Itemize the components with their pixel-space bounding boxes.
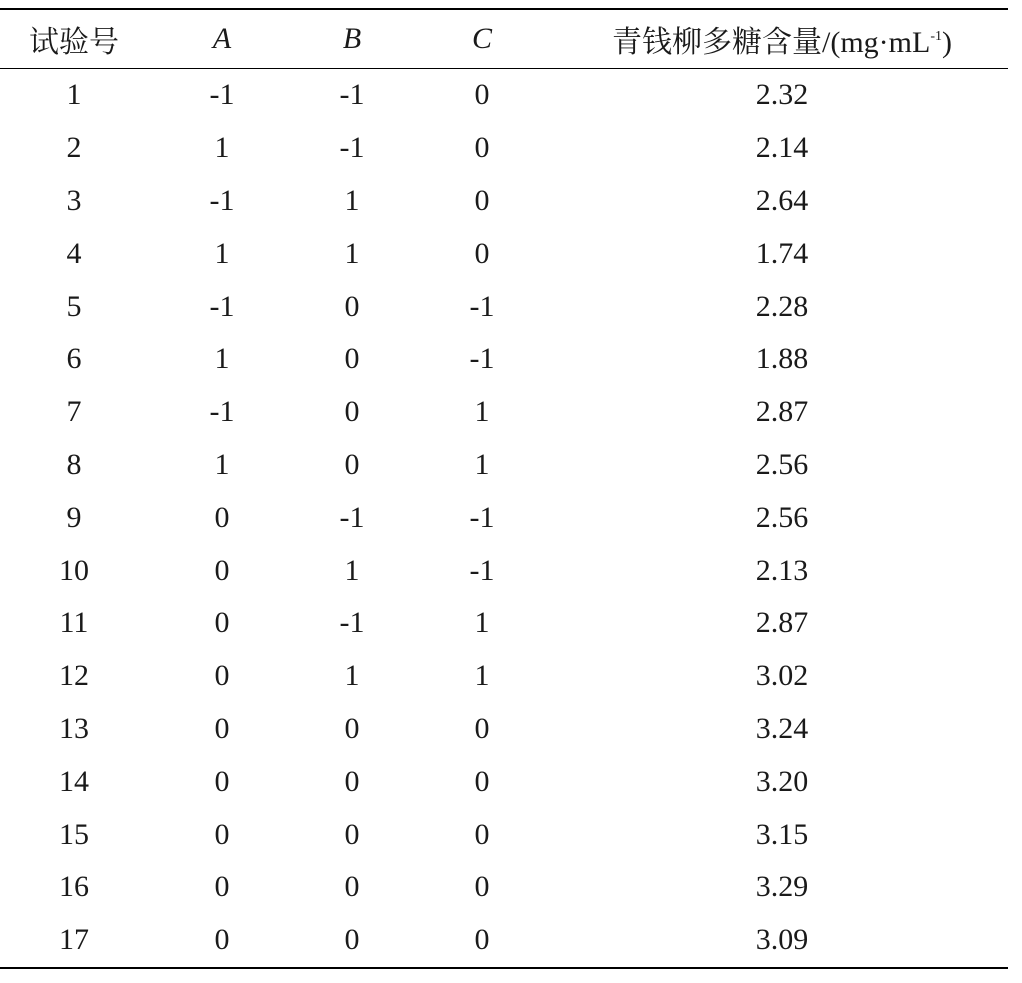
factor-a-cell: 1 — [214, 131, 230, 165]
table-header — [0, 9, 1008, 69]
table-row — [0, 175, 1008, 228]
polysaccharide-content-cell: 2.56 — [755, 447, 809, 481]
factor-c-cell: 0 — [474, 923, 490, 957]
trial-number-cell: 12 — [59, 659, 89, 693]
table-row — [0, 227, 1008, 280]
polysaccharide-content-cell: 2.14 — [755, 131, 809, 165]
factor-b-cell: -1 — [339, 131, 365, 165]
trial-number-cell: 8 — [66, 447, 82, 481]
data-table-container — [0, 8, 1008, 969]
trial-number-cell: 1 — [66, 78, 82, 112]
factor-c-cell: 0 — [474, 817, 490, 851]
factor-a-cell: 0 — [214, 711, 230, 745]
trial-number-cell: 5 — [66, 289, 82, 323]
table-row — [0, 122, 1008, 175]
factor-b-cell: 0 — [344, 711, 360, 745]
factor-c-cell: 0 — [474, 131, 490, 165]
trial-number-cell: 6 — [66, 342, 82, 376]
trial-number-cell: 11 — [59, 606, 89, 640]
factor-a-cell: 1 — [214, 236, 230, 270]
polysaccharide-content-cell: 3.15 — [755, 817, 809, 851]
table-row — [0, 597, 1008, 650]
factor-b-cell: 1 — [344, 659, 360, 693]
factor-c-cell: -1 — [469, 500, 495, 534]
factor-b-cell: 0 — [344, 395, 360, 429]
factor-a-cell: 0 — [214, 923, 230, 957]
trial-number-cell: 7 — [66, 395, 82, 429]
table-row — [0, 544, 1008, 597]
factor-b-cell: 0 — [344, 870, 360, 904]
table-row — [0, 69, 1008, 122]
factor-c-cell: 0 — [474, 183, 490, 217]
factor-b-cell: 1 — [344, 553, 360, 587]
polysaccharide-content-cell: 3.24 — [755, 711, 809, 745]
trial-number-cell: 10 — [59, 553, 89, 587]
header-polysaccharide-content — [556, 9, 1008, 69]
factor-c-cell: 0 — [474, 711, 490, 745]
trial-number-cell: 15 — [59, 817, 89, 851]
table-row — [0, 650, 1008, 703]
trial-number-cell: 4 — [66, 236, 82, 270]
trial-number-cell: 17 — [59, 923, 89, 957]
factor-a-cell: 0 — [214, 659, 230, 693]
factor-b-cell: 0 — [344, 447, 360, 481]
factor-c-cell: 0 — [474, 870, 490, 904]
factor-a-cell: -1 — [209, 289, 235, 323]
polysaccharide-content-cell: 2.32 — [755, 78, 809, 112]
factor-b-cell: 0 — [344, 342, 360, 376]
factor-c-cell: 1 — [474, 395, 490, 429]
header-row — [0, 9, 1008, 69]
trial-number-cell: 13 — [59, 711, 89, 745]
polysaccharide-content-cell: 1.88 — [755, 342, 809, 376]
factor-b-cell: -1 — [339, 606, 365, 640]
table-row — [0, 808, 1008, 861]
trial-number-cell: 9 — [66, 500, 82, 534]
polysaccharide-content-cell: 2.13 — [755, 553, 809, 587]
header-content-close: ) — [941, 26, 952, 59]
factor-a-cell: 0 — [214, 606, 230, 640]
trial-number-cell: 14 — [59, 764, 89, 798]
header-trial-number: 试验号 — [29, 26, 119, 59]
factor-b-cell: 0 — [344, 923, 360, 957]
polysaccharide-content-cell: 2.64 — [755, 183, 809, 217]
factor-a-cell: 0 — [214, 764, 230, 798]
table-row — [0, 755, 1008, 808]
factor-a-cell: -1 — [209, 183, 235, 217]
polysaccharide-content-cell: 2.56 — [755, 500, 809, 534]
factor-a-cell: 1 — [214, 447, 230, 481]
table-row — [0, 333, 1008, 386]
header-content-label: 青钱柳多糖含量/(mg·mL — [612, 26, 931, 59]
factor-b-cell: -1 — [339, 500, 365, 534]
factor-a-cell: -1 — [209, 78, 235, 112]
factor-a-cell: 0 — [214, 870, 230, 904]
polysaccharide-content-cell: 2.87 — [755, 395, 809, 429]
table-row — [0, 861, 1008, 914]
factor-a-cell: -1 — [209, 395, 235, 429]
factor-b-cell: 0 — [344, 817, 360, 851]
header-content-unit-exponent: -1 — [930, 29, 942, 44]
polysaccharide-content-cell: 2.87 — [755, 606, 809, 640]
factor-a-cell: 1 — [214, 342, 230, 376]
table-row — [0, 491, 1008, 544]
header-factor-a: A — [212, 22, 232, 55]
factor-c-cell: 0 — [474, 764, 490, 798]
factor-c-cell: 0 — [474, 78, 490, 112]
factor-b-cell: 1 — [344, 236, 360, 270]
header-factor-b: B — [342, 22, 362, 55]
factor-a-cell: 0 — [214, 553, 230, 587]
polysaccharide-content-cell: 3.20 — [755, 764, 809, 798]
factor-c-cell: -1 — [469, 289, 495, 323]
header-factor-c: C — [471, 22, 492, 55]
polysaccharide-content-cell: 2.28 — [755, 289, 809, 323]
trial-number-cell: 2 — [66, 131, 82, 165]
table-row — [0, 914, 1008, 968]
table-row — [0, 703, 1008, 756]
polysaccharide-content-cell: 1.74 — [755, 236, 809, 270]
table-row — [0, 386, 1008, 439]
factor-c-cell: 1 — [474, 659, 490, 693]
factor-b-cell: 1 — [344, 183, 360, 217]
table-row — [0, 280, 1008, 333]
factor-c-cell: -1 — [469, 553, 495, 587]
factor-a-cell: 0 — [214, 817, 230, 851]
polysaccharide-content-cell: 3.02 — [755, 659, 809, 693]
factor-b-cell: 0 — [344, 289, 360, 323]
factor-c-cell: 0 — [474, 236, 490, 270]
polysaccharide-content-cell: 3.29 — [755, 870, 809, 904]
factor-c-cell: 1 — [474, 606, 490, 640]
table-row — [0, 439, 1008, 492]
trial-number-cell: 16 — [59, 870, 89, 904]
table-body — [0, 69, 1008, 968]
factor-a-cell: 0 — [214, 500, 230, 534]
polysaccharide-content-cell: 3.09 — [755, 923, 809, 957]
factor-b-cell: -1 — [339, 78, 365, 112]
factor-c-cell: -1 — [469, 342, 495, 376]
experiment-results-table — [0, 8, 1008, 969]
trial-number-cell: 3 — [66, 183, 82, 217]
factor-b-cell: 0 — [344, 764, 360, 798]
factor-c-cell: 1 — [474, 447, 490, 481]
